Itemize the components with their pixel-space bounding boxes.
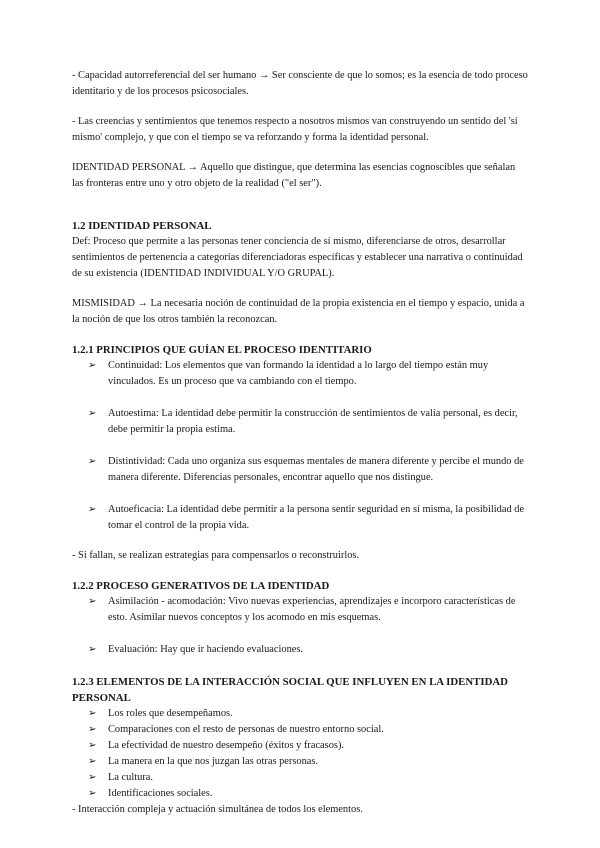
social-elements-list <box>72 706 528 802</box>
intro-paragraph-1: - Capacidad autorreferencial del ser humano → Ser consciente de que lo somos; es la esencia de todo proceso identitario y de los procesos psicosociales. <box>72 70 528 97</box>
section-heading-1-2-3: 1.2.3 ELEMENTOS DE LA INTERACCIÓN SOCIAL QUE INFLUYEN EN LA IDENTIDAD PERSONAL <box>72 676 508 704</box>
list-item: ➢ La manera en la que nos juzgan las otras personas. <box>72 754 528 770</box>
list-item: ➢ La efectividad de nuestro desempeño (éxitos y fracasos). <box>72 738 528 754</box>
section-heading-1-2-2: 1.2.2 PROCESO GENERATIVOS DE LA IDENTIDAD <box>72 580 330 592</box>
section-heading-1-2-1: 1.2.1 PRINCIPIOS QUE GUÍAN EL PROCESO IDENTITARIO <box>72 344 372 356</box>
list-item: ➢ La cultura. <box>72 770 528 786</box>
section-heading-1-2: 1.2 IDENTIDAD PERSONAL <box>72 220 212 232</box>
list-item: ➢ Los roles que desempeñamos. <box>72 706 528 722</box>
list-item: ➢ Autoeficacia: La identidad debe permitir a la persona sentir seguridad en sí misma, la posibilidad de tomar el control de la propia vida. <box>72 502 528 534</box>
identity-definition: IDENTIDAD PERSONAL → Aquello que distingue, que determina las esencias cognoscibles que señalan las fronteras entre uno y otro objeto de la realidad ("el ser"). <box>72 162 516 189</box>
list-item: ➢ Evaluación: Hay que ir haciendo evaluaciones. <box>72 642 528 658</box>
list-item: ➢ Distintividad: Cada uno organiza sus esquemas mentales de manera diferente y percibe el mundo de manera diferente. Diferencias personales, encontrar aquello que nos distingue. <box>72 454 528 486</box>
interaction-note: - Interacción compleja y actuación simultánea de todos los elementos. <box>72 804 363 815</box>
intro-paragraph-2: - Las creencias y sentimientos que tenemos respecto a nosotros mismos van construyendo un sentido del 'sí mismo' complejo, y que con el tiempo se va reforzando y forma la identidad personal. <box>72 116 518 143</box>
document-page <box>72 68 528 818</box>
list-item: ➢ Continuidad: Los elementos que van formando la identidad a lo largo del tiempo están muy vinculados. Es un proceso que va cambiando con el tiempo. <box>72 358 528 390</box>
list-item: ➢ Asimilación - acomodación: Vivo nuevas experiencias, aprendizajes e incorporo características de esto. Asimilar nuevos conceptos y los acomodo en mis esquemas. <box>72 594 528 626</box>
principles-list <box>72 358 528 534</box>
mismisidad-paragraph: MISMISIDAD → La necesaria noción de continuidad de la propia existencia en el tiempo y espacio, unida a la noción de que los otros también la reconozcan. <box>72 298 525 325</box>
list-item: ➢ Comparaciones con el resto de personas de nuestro entorno social. <box>72 722 528 738</box>
list-item: ➢ Autoestima: La identidad debe permitir la construcción de sentimientos de valía personal, es decir, debe permitir la propia estima. <box>72 406 528 438</box>
principles-note: - Si fallan, se realizan estrategias para compensarlos o reconstruirlos. <box>72 550 360 561</box>
definition-paragraph: Def: Proceso que permite a las personas tener conciencia de sí mismo, diferenciarse de otros, desarrollar sentimientos de pertenencia a categorías diferenciadoras específicas y establecer una narrativa o continuidad de su existencia (IDENTIDAD INDIVIDUAL Y/O GRUPAL). <box>72 236 523 279</box>
list-item: ➢ Identificaciones sociales. <box>72 786 528 802</box>
generative-process-list <box>72 594 528 658</box>
